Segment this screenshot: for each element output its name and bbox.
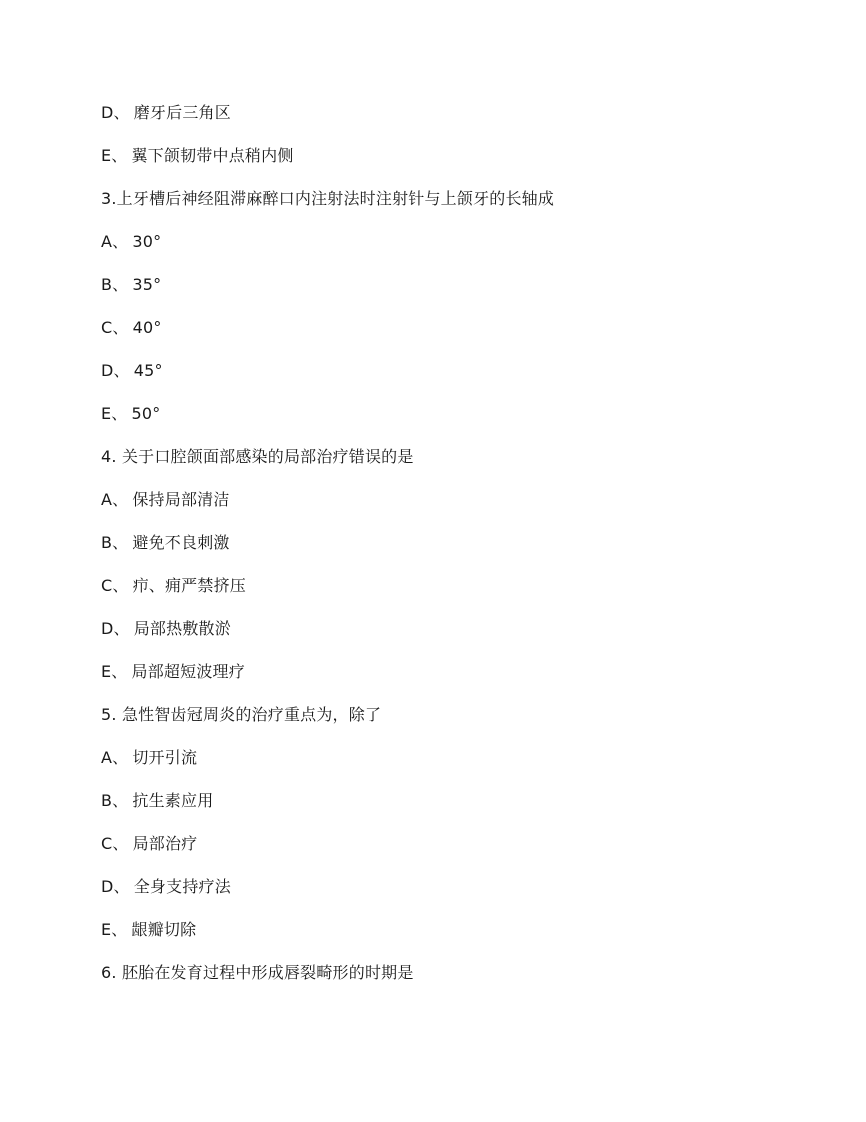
option-letter: D、 <box>101 361 130 380</box>
option-line <box>101 871 801 914</box>
option-letter: D、 <box>101 619 130 638</box>
option-letter: C、 <box>101 576 129 595</box>
option-line <box>101 269 801 312</box>
option-line <box>101 398 801 441</box>
option-letter: A、 <box>101 748 129 767</box>
option-letter: E、 <box>101 920 128 939</box>
question-line: 3.上牙槽后神经阻滞麻醉口内注射法时注射针与上颌牙的长轴成 <box>101 189 555 208</box>
option-line <box>101 742 801 785</box>
option-text: 翼下颌韧带中点稍内侧 <box>131 146 294 165</box>
option-letter: E、 <box>101 404 128 423</box>
option-text: 抗生素应用 <box>132 791 214 810</box>
option-text: 40° <box>132 318 162 337</box>
option-line <box>101 613 801 656</box>
option-line <box>101 484 801 527</box>
option-text: 疖、痈严禁挤压 <box>132 576 246 595</box>
option-text: 50° <box>131 404 161 423</box>
option-text: 45° <box>133 361 163 380</box>
option-text: 全身支持疗法 <box>133 877 231 896</box>
option-line <box>101 656 801 699</box>
option-text: 局部热敷散淤 <box>133 619 231 638</box>
option-text: 避免不良刺激 <box>132 533 230 552</box>
question-line: 4. 关于口腔颌面部感染的局部治疗错误的是 <box>101 447 414 466</box>
option-letter: E、 <box>101 146 128 165</box>
document-page <box>101 97 801 1000</box>
option-text: 切开引流 <box>132 748 198 767</box>
option-line <box>101 570 801 613</box>
question-line: 5. 急性智齿冠周炎的治疗重点为，除了 <box>101 705 382 724</box>
option-text: 龈瓣切除 <box>131 920 197 939</box>
option-text: 保持局部清洁 <box>132 490 230 509</box>
option-letter: C、 <box>101 318 129 337</box>
option-line <box>101 785 801 828</box>
option-text: 局部超短波理疗 <box>131 662 245 681</box>
option-letter: E、 <box>101 662 128 681</box>
option-letter: C、 <box>101 834 129 853</box>
option-letter: B、 <box>101 533 129 552</box>
option-line <box>101 914 801 957</box>
option-line <box>101 140 801 183</box>
option-letter: B、 <box>101 791 129 810</box>
option-text: 局部治疗 <box>132 834 198 853</box>
option-line <box>101 527 801 570</box>
option-line <box>101 355 801 398</box>
option-letter: D、 <box>101 877 130 896</box>
question-line: 6. 胚胎在发育过程中形成唇裂畸形的时期是 <box>101 963 414 982</box>
option-letter: B、 <box>101 275 129 294</box>
option-letter: A、 <box>101 490 129 509</box>
option-text: 35° <box>132 275 162 294</box>
option-line <box>101 312 801 355</box>
option-letter: A、 <box>101 232 129 251</box>
option-text: 30° <box>132 232 162 251</box>
option-letter: D、 <box>101 103 130 122</box>
option-line <box>101 828 801 871</box>
option-line <box>101 226 801 269</box>
option-text: 磨牙后三角区 <box>133 103 231 122</box>
option-line <box>101 97 801 140</box>
